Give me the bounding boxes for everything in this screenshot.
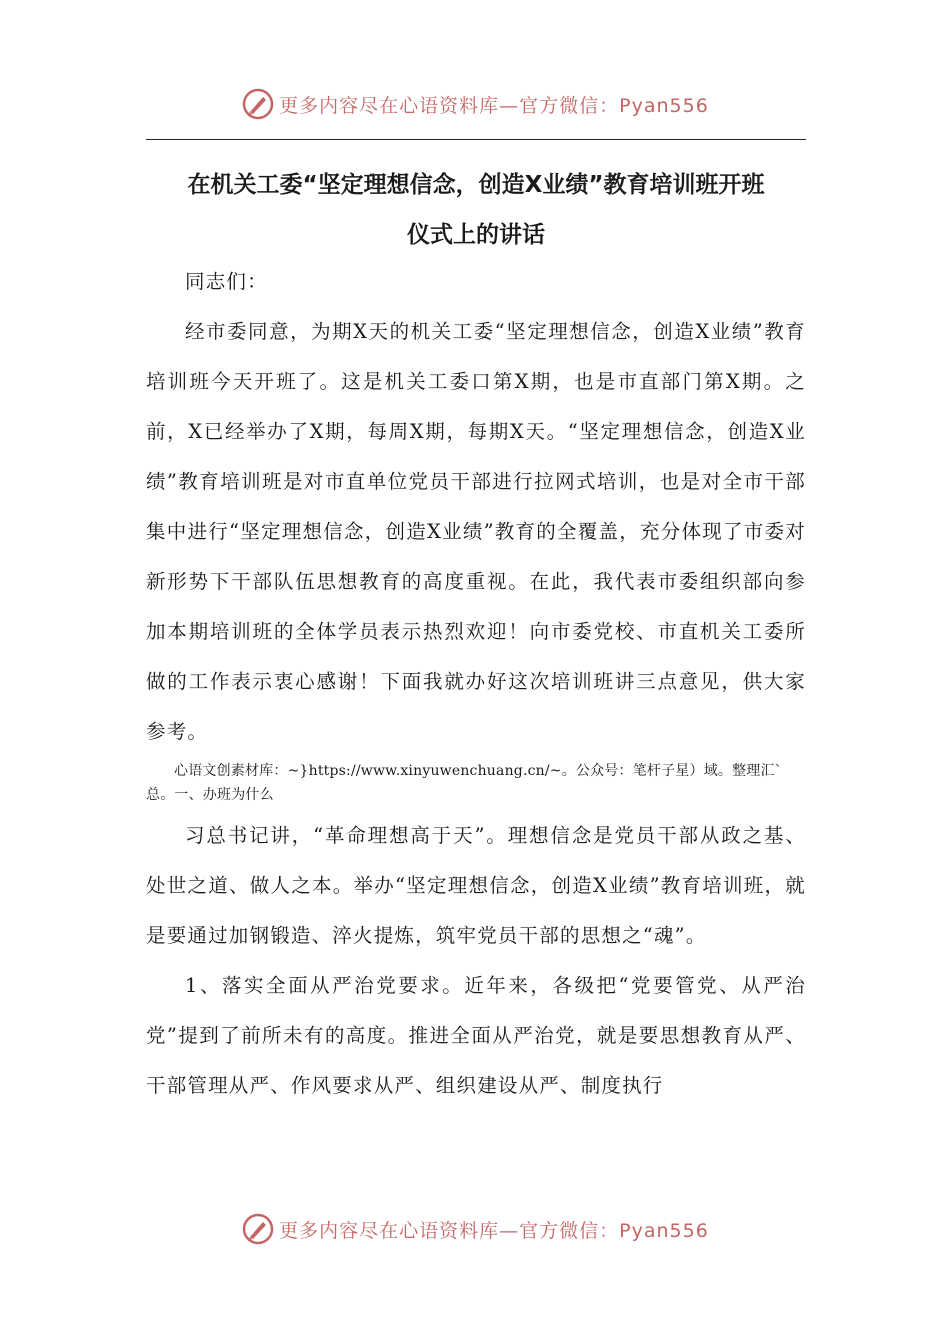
salutation: 同志们：: [185, 270, 268, 293]
banner-text: 更多内容尽在心语资料库—官方微信：Pyan556: [279, 94, 709, 117]
document-body: [146, 257, 806, 1111]
paragraph-2: 习总书记讲，“革命理想高于天”。理想信念是党员干部从政之基、处世之道、做人之本。举办“坚定理想信念，创造X业绩”教育培训班，就是要通过加钢锻造、淬火提炼，筑牢党员干部的思想之“魂”。: [146, 824, 806, 947]
footer-banner: [0, 1209, 950, 1249]
watermark-note: 心语文创素材库：~}https://www.xinyuwenchuang.cn/~。公众号：笔杆子星）域。整理汇`总。一、办班为什么: [146, 763, 782, 803]
document-title: [146, 160, 806, 260]
header-banner: [0, 84, 950, 124]
pen-logo-icon: [241, 1212, 275, 1246]
banner-brand: Pyan556: [619, 94, 709, 117]
paragraph-3: 1、落实全面从严治党要求。近年来，各级把“党要管党、从严治党”提到了前所未有的高度。推进全面从严治党，就是要思想教育从严、干部管理从严、作风要求从严、组织建设从严、制度执行: [146, 974, 806, 1097]
banner-text: 更多内容尽在心语资料库—官方微信：Pyan556: [279, 1219, 709, 1242]
banner-brand: Pyan556: [619, 1219, 709, 1242]
title-line-1: 在机关工委“坚定理想信念，创造X业绩”教育培训班开班: [187, 172, 765, 198]
header-rule: [146, 139, 806, 140]
pen-logo-icon: [241, 87, 275, 121]
paragraph-1: 经市委同意，为期X天的机关工委“坚定理想信念，创造X业绩”教育培训班今天开班了。这是机关工委口第X期，也是市直部门第X期。之前，X已经举办了X期，每周X期，每期X天。“坚定理想信念，创造X业绩”教育培训班是对市直单位党员干部进行拉网式培训，也是对全市干部集中进行“坚定理想信念，创造X业绩”教育的全覆盖，充分体现了市委对新形势下干部队伍思想教育的高度重视。在此，我代表市委组织部向参加本期培训班的全体学员表示热烈欢迎！向市委党校、市直机关工委所做的工作表示衷心感谢！下面我就办好这次培训班讲三点意见，供大家参考。: [146, 320, 806, 743]
title-line-2: 仪式上的讲话: [407, 222, 545, 248]
